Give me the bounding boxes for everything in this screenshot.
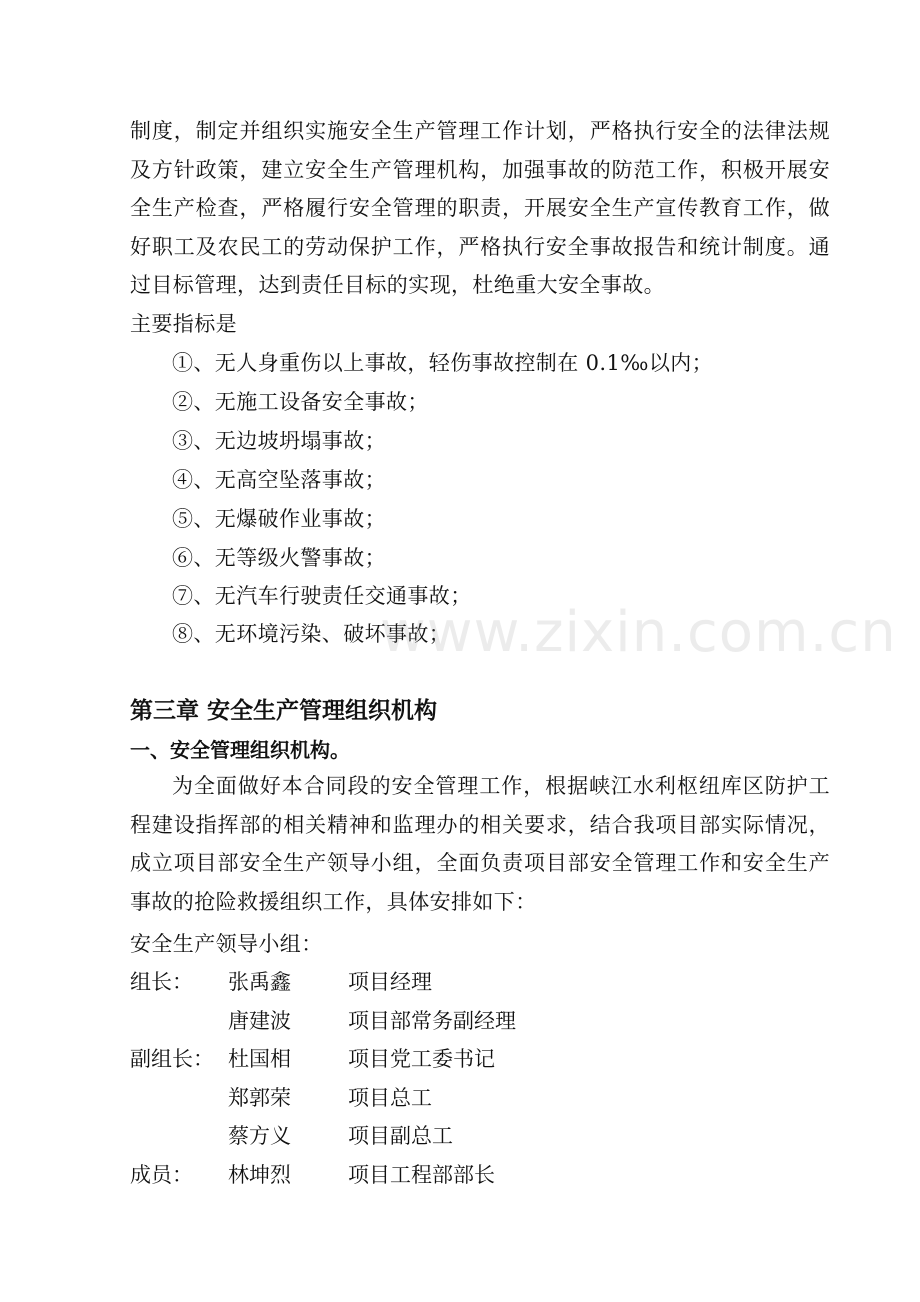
indicators-heading: 主要指标是 [130, 312, 237, 336]
member-role: 成员： [130, 1163, 193, 1187]
indicator-item: ①、无人身重伤以上事故，轻伤事故控制在 0.1‰以内； [172, 351, 714, 375]
indicator-item: ⑧、无环境污染、破坏事故； [172, 622, 451, 646]
member-name: 唐建波 [228, 1009, 291, 1033]
member-title: 项目部常务副经理 [348, 1009, 516, 1033]
org-paragraph: 为全面做好本合同段的安全管理工作，根据峡江水利枢纽库区防护工程建设指挥部的相关精神和监理办的相关要求，结合我项目部实际情况，成立项目部安全生产领导小组，全面负责项目部安全管理工作和安全生产事故的抢险救援组织工作，具体安排如下： [130, 774, 830, 914]
intro-paragraph: 制度，制定并组织实施安全生产管理工作计划，严格执行安全的法律法规及方针政策，建立安全生产管理机构，加强事故的防范工作，积极开展安全生产检查，严格履行安全管理的职责，开展安全生产宣传教育工作，做好职工及农民工的劳动保护工作，严格执行安全事故报告和统计制度。通过目标管理，达到责任目标的实现，杜绝重大安全事故。 [130, 119, 830, 297]
indicator-item: ③、无边坡坍塌事故； [172, 429, 386, 453]
section-title: 一、安全管理组织机构。 [130, 738, 350, 762]
member-title: 项目总工 [348, 1086, 432, 1110]
member-role: 副组长： [130, 1047, 214, 1071]
member-name: 郑郭荣 [228, 1086, 291, 1110]
indicator-item: ④、无高空坠落事故； [172, 468, 386, 492]
indicator-item: ⑤、无爆破作业事故； [172, 507, 386, 531]
member-title: 项目工程部部长 [348, 1163, 495, 1187]
member-name: 蔡方义 [228, 1124, 291, 1148]
member-title: 项目党工委书记 [348, 1047, 495, 1071]
member-title: 项目经理 [348, 970, 432, 994]
member-name: 杜国相 [228, 1047, 291, 1071]
chapter-title: 第三章 安全生产管理组织机构 [130, 698, 438, 724]
member-title: 项目副总工 [348, 1124, 453, 1148]
watermark: www.zixin.com.cn [380, 600, 897, 665]
indicator-item: ⑥、无等级火警事故； [172, 546, 386, 570]
member-name: 林坤烈 [228, 1163, 291, 1187]
member-name: 张禹鑫 [228, 970, 291, 994]
member-role: 组长： [130, 970, 193, 994]
indicator-item: ⑦、无汽车行驶责任交通事故； [172, 584, 472, 608]
indicator-item: ②、无施工设备安全事故； [172, 390, 429, 414]
group-heading: 安全生产领导小组： [130, 932, 323, 956]
